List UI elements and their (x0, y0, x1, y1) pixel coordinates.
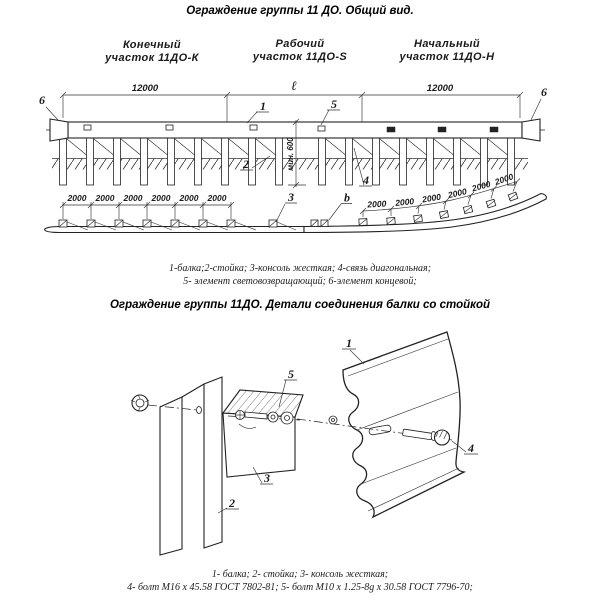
figure2-drawing (0, 320, 600, 568)
callout-console: 3 (264, 471, 270, 485)
figure1-drawing (0, 30, 600, 262)
callout-section-b: b (344, 190, 350, 205)
end-element-right (522, 119, 540, 141)
figure1-legend-line2: 5- элемент световозвращающий; 6-элемент концевой; (183, 275, 417, 287)
splice-mark (84, 125, 91, 130)
callout-bolt-m10: 5 (288, 367, 294, 381)
section-end-label-line1: Конечный (123, 39, 181, 51)
figure1-title: Ограждение группы 11 ДО. Общий вид. (186, 5, 414, 17)
plan-view-left (45, 193, 305, 233)
plan-right-dim: 2000 (493, 171, 515, 187)
section-start-label-line2: участок 11ДО-Н (399, 51, 495, 63)
console-bracket (223, 390, 303, 477)
plan-left-dim: 2000 (179, 193, 199, 203)
callout-end-element-left: 6 (39, 93, 45, 107)
plan-left-dim: 2000 (207, 193, 227, 203)
callout-bolt-m16: 4 (468, 441, 474, 455)
splice-mark (166, 125, 173, 130)
figure2-title: Ограждение группы 11ДО. Детали соединения балки со стойкой (109, 299, 491, 311)
plan-right-dim: 2000 (394, 196, 415, 208)
plan-view-right (304, 171, 546, 232)
section-work-label-line2: участок 11ДО-S (252, 51, 348, 63)
figure1-legend-line1: 1-балка;2-стойка; 3-консоль жесткая; 4-связь диагональная; (168, 263, 432, 274)
dim-embed: мин. 600 (286, 137, 295, 171)
plan-right-dim: 2000 (367, 198, 387, 210)
figure2-legend-line1: 1- балка; 2- стойка; 3- консоль жесткая; (211, 569, 389, 580)
splice-mark-dark (438, 127, 446, 132)
plan-left-dim: 2000 (123, 193, 143, 203)
dim-length-l: ℓ (291, 78, 297, 93)
plan-right-dim: 2000 (421, 191, 442, 205)
callout-beam: 1 (260, 99, 266, 113)
side-view-beam (50, 119, 540, 141)
callout-diagonal: 4 (363, 173, 369, 187)
plan-left-dim: 2000 (151, 193, 171, 203)
plan-junction-posts (311, 220, 328, 227)
w-beam-panel (343, 332, 464, 517)
dim-12000-right: 12000 (426, 83, 454, 94)
section-labels (104, 38, 495, 64)
callout-beam: 1 (346, 336, 352, 350)
callout-reflector: 5 (331, 97, 337, 111)
callout-post: 2 (243, 157, 249, 171)
figure2-legend-line2: 4- болт М16 х 45.58 ГОСТ 7802-81; 5- болт М10 х 1.25-8g х 30.58 ГОСТ 7796-70; (127, 581, 473, 593)
figure2-legend (0, 569, 600, 594)
figure1-legend (0, 263, 600, 288)
end-element-left (50, 119, 68, 141)
plan-right-dim: 2000 (470, 178, 492, 194)
splice-mark-dark (490, 127, 498, 132)
post-channel (160, 377, 222, 555)
section-work-label-line1: Рабочий (275, 38, 325, 50)
callout-console: 3 (288, 190, 294, 204)
reflector-mark (318, 126, 325, 131)
top-dimension (60, 78, 523, 122)
beam-slot (369, 425, 392, 436)
splice-mark (250, 125, 257, 130)
section-end-label-line2: участок 11ДО-К (105, 52, 199, 64)
plan-left-dim: 2000 (95, 193, 115, 203)
plan-right-dim: 2000 (446, 186, 468, 201)
callout-end-element-right: 6 (541, 85, 547, 99)
section-start-label-line1: Начальный (413, 38, 481, 50)
splice-mark-dark (387, 127, 395, 132)
dim-12000-left: 12000 (131, 83, 159, 94)
callout-post: 2 (229, 496, 235, 510)
plan-left-dim: 2000 (67, 193, 87, 203)
